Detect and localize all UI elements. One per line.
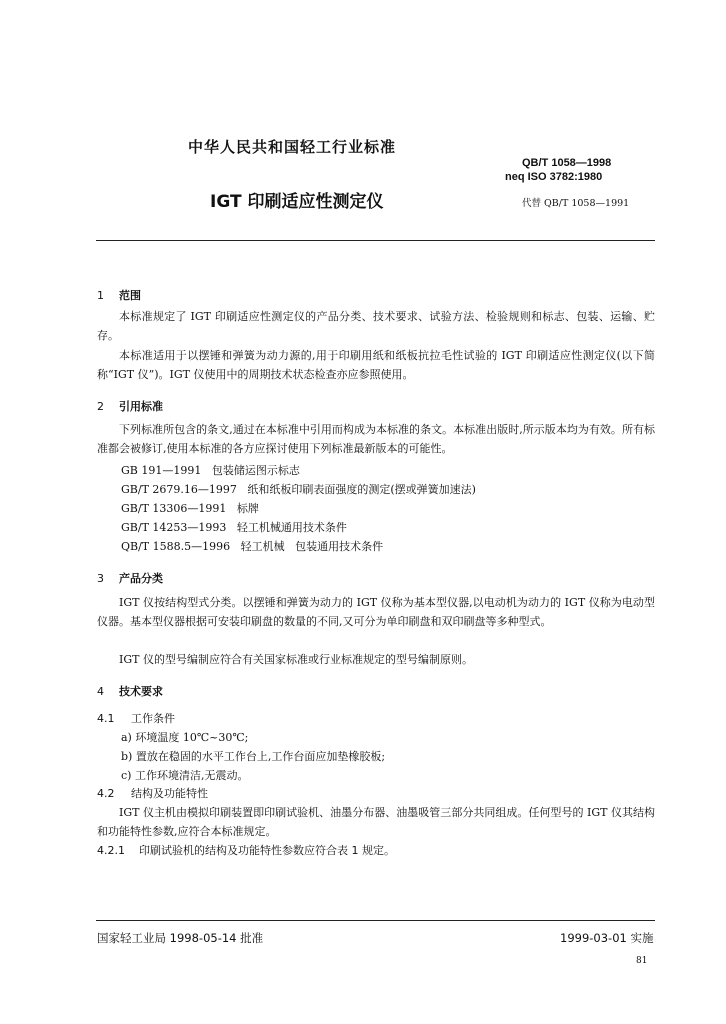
page-number: 81 <box>636 956 648 966</box>
subsection-4-2-paragraph: IGT 仪主机由模拟印刷装置即印刷试验机、油墨分布器、油墨吸管三部分共同组成。任何型号的 IGT 仪其结构和功能特性参数,应符合本标准规定。 <box>97 806 655 838</box>
header-divider <box>96 240 655 241</box>
section-2-heading <box>97 398 163 414</box>
reference-standard-item: GB/T 2679.16—1997 纸和纸板印刷表面强度的测定(摆或弹簧加速法) <box>121 483 476 496</box>
reference-standard-item: GB/T 13306—1991 标牌 <box>121 502 259 515</box>
replaces-standard: 代替 QB/T 1058—1991 <box>522 198 630 209</box>
section-3-heading <box>97 570 163 586</box>
section-title: 引用标准 <box>119 400 163 413</box>
subsection-number: 4.2.1 <box>97 844 125 857</box>
subsection-4-2-1 <box>97 842 395 858</box>
equivalent-standard-code: neq ISO 3782:1980 <box>505 171 603 183</box>
subsection-4-2-heading <box>97 785 208 801</box>
section-number: 1 <box>97 289 104 302</box>
standard-code: QB/T 1058—1998 <box>522 157 612 169</box>
subsection-number: 4.2 <box>97 787 115 800</box>
section-number: 4 <box>97 685 104 698</box>
footer-divider <box>96 920 655 921</box>
document-title: IGT 印刷适应性测定仪 <box>210 192 384 212</box>
section-3-paragraph-1: IGT 仪按结构型式分类。以摆锤和弹簧为动力的 IGT 仪称为基本型仪器,以电动机为动力的 IGT 仪称为电动型仪器。基本型仪器根据可安装印刷盘的数量的不同,又可分为单印刷盘和双印刷盘等多种型式。 <box>97 596 655 628</box>
reference-standard-item: QB/T 1588.5—1996 轻工机械 包装通用技术条件 <box>121 540 384 553</box>
subsection-4-1-heading <box>97 710 175 726</box>
section-1-paragraph-1: 本标准规定了 IGT 印刷适应性测定仪的产品分类、技术要求、试验方法、检验规则和标志、包装、运输、贮存。 <box>97 310 655 342</box>
section-2-paragraph: 下列标准所包含的条文,通过在本标准中引用而构成为本标准的条文。本标准出版时,所示版本均为有效。所有标准都会被修订,使用本标准的各方应探讨使用下列标准最新版本的可能性。 <box>97 423 655 455</box>
approval-date: 国家轻工业局 1998-05-14 批准 <box>97 931 264 945</box>
section-number: 2 <box>97 400 104 413</box>
section-title: 产品分类 <box>119 572 163 585</box>
section-4-heading <box>97 683 163 699</box>
section-title: 范围 <box>119 289 141 302</box>
subsection-number: 4.1 <box>97 712 115 725</box>
reference-standard-item: GB/T 14253—1993 轻工机械通用技术条件 <box>121 521 347 534</box>
section-1-heading <box>97 287 141 303</box>
standard-category-title: 中华人民共和国轻工行业标准 <box>188 138 397 156</box>
subsection-title: 结构及功能特性 <box>131 787 208 800</box>
condition-item: a) 环境温度 10℃~30℃; <box>121 731 249 744</box>
subsection-text: 印刷试验机的结构及功能特性参数应符合表 1 规定。 <box>139 844 395 857</box>
section-number: 3 <box>97 572 104 585</box>
effective-date: 1999-03-01 实施 <box>560 931 654 945</box>
section-1-paragraph-2: 本标准适用于以摆锤和弹簧为动力源的,用于印刷用纸和纸板抗拉毛性试验的 IGT 印刷适应性测定仪(以下简称“IGT 仪”)。IGT 仪使用中的周期技术状态检查亦应参照使用。 <box>97 349 655 381</box>
section-title: 技术要求 <box>119 685 163 698</box>
reference-standard-item: GB 191—1991 包装储运图示标志 <box>121 464 300 477</box>
section-3-paragraph-2: IGT 仪的型号编制应符合有关国家标准或行业标准规定的型号编制原则。 <box>119 653 473 666</box>
condition-item: c) 工作环境清洁,无震动。 <box>121 769 249 782</box>
subsection-title: 工作条件 <box>131 712 175 725</box>
condition-item: b) 置放在稳固的水平工作台上,工作台面应加垫橡胶板; <box>121 750 386 763</box>
